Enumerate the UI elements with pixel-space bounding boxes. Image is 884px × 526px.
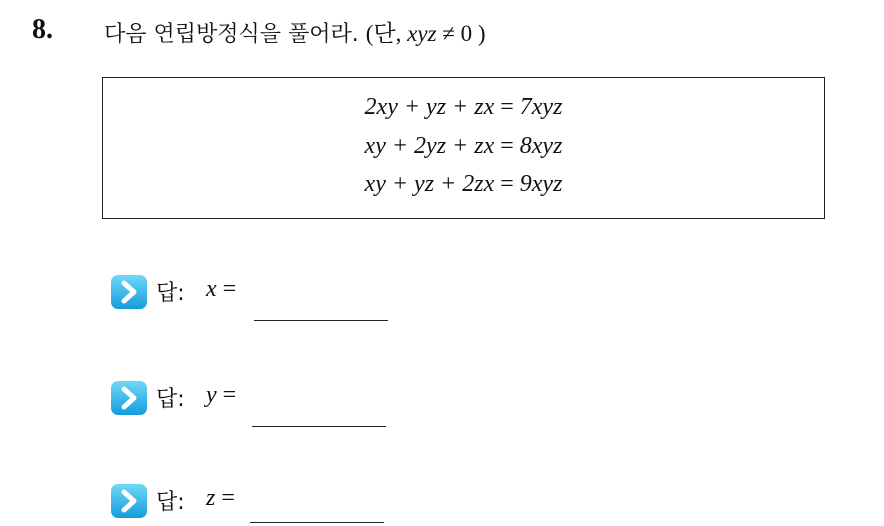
answer-variable: x = [206,276,237,302]
answer-blank-z[interactable] [250,522,384,523]
answer-blank-y[interactable] [252,426,386,427]
equation-rhs: 9xyz [519,171,563,197]
answer-label: 답: [156,490,185,515]
equals-sign: = [500,94,514,120]
equation-line-3 [103,171,824,198]
equation-box [102,77,825,219]
question-text [104,15,486,48]
equation-lhs: xy + 2yz + zx [364,133,495,159]
answer-label: 답: [156,281,185,306]
chevron-right-icon [110,380,148,416]
condition-relation: ≠ 0 ) [436,21,486,46]
answer-variable: z = [206,485,235,511]
condition-expression: xyz [407,21,437,46]
chevron-right-icon [110,483,148,519]
answer-blank-x[interactable] [254,320,388,321]
condition-prefix: (단, [365,21,402,46]
equals-sign: = [500,133,514,159]
question-prompt: 다음 연립방정식을 풀어라. [104,22,359,47]
question-number: 8. [32,14,53,45]
answer-variable: y = [206,382,237,408]
equation-line-2 [103,133,824,160]
equation-rhs: 8xyz [519,133,563,159]
equation-rhs: 7xyz [519,94,563,120]
equals-sign: = [500,171,514,197]
equation-lhs: 2xy + yz + zx [364,94,495,120]
equation-lhs: xy + yz + 2zx [364,171,495,197]
answer-label: 답: [156,387,185,412]
question-condition [366,21,486,46]
equation-line-1 [103,94,824,121]
chevron-right-icon [110,274,148,310]
